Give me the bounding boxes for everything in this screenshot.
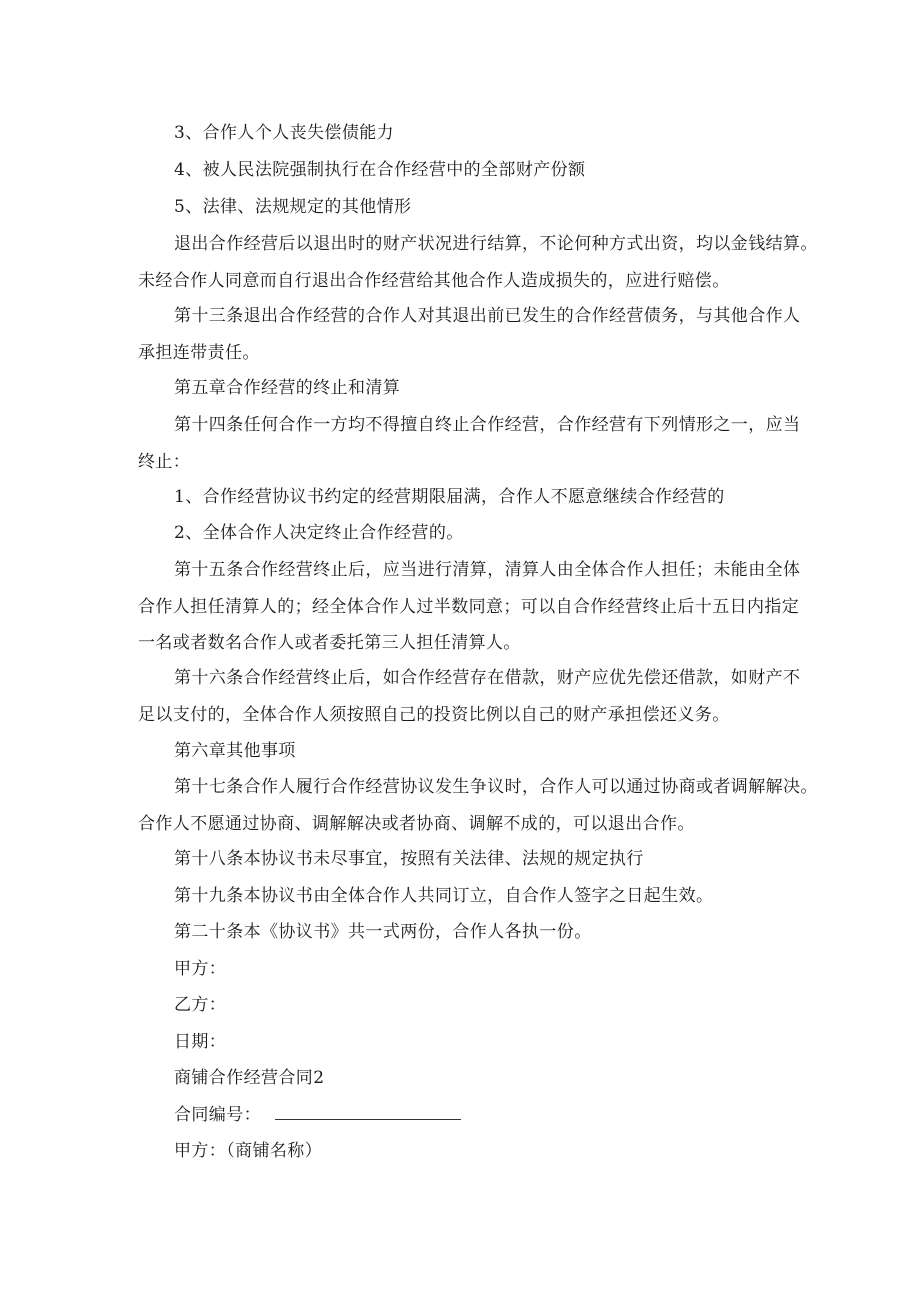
termination-item-1: 1、合作经营协议书约定的经营期限届满，合作人不愿意继续合作经营的 — [174, 487, 725, 507]
clause-item-3: 3、合作人个人丧失偿债能力 — [174, 123, 395, 143]
article-13: 第十三条退出合作经营的合作人对其退出前已发生的合作经营债务，与其他合作人 承担连带责任。 — [138, 306, 801, 363]
article-19: 第十九条本协议书由全体合作人共同订立，自合作人签字之日起生效。 — [174, 886, 714, 906]
contract-number-blank — [275, 1105, 461, 1120]
clause-item-5: 5、法律、法规规定的其他情形 — [174, 197, 412, 217]
article-16: 第十六条合作经营终止后，如合作经营存在借款，财产应优先偿还借款，如财产不 足以支付的，全体合作人须按照自己的投资比例以自己的财产承担偿还义务。 — [138, 668, 801, 725]
article-14: 第十四条任何合作一方均不得擅自终止合作经营，合作经营有下列情形之一，应当 终止： — [138, 415, 801, 472]
contract-number-row — [138, 1097, 826, 1134]
chapter-5-heading: 第五章合作经营的终止和清算 — [174, 378, 401, 398]
paragraph-exit-settlement: 退出合作经营后以退出时的财产状况进行结算，不论何种方式出资，均以金钱结算。 未经合作人同意而自行退出合作经营给其他合作人造成损失的，应进行赔偿。 — [138, 234, 818, 291]
party-b-signature-label: 乙方： — [174, 995, 227, 1015]
contract-number-label: 合同编号： — [174, 1105, 261, 1125]
chapter-6-heading: 第六章其他事项 — [174, 741, 296, 761]
article-17: 第十七条合作人履行合作经营协议发生争议时，合作人可以通过协商或者调解解决。 合作人不愿通过协商、调解解决或者协商、调解不成的，可以退出合作。 — [138, 777, 818, 834]
article-20: 第二十条本《协议书》共一式两份，合作人各执一份。 — [174, 922, 592, 942]
clause-item-4: 4、被人民法院强制执行在合作经营中的全部财产份额 — [174, 160, 586, 180]
party-a-shop-name: 甲方：（商铺名称） — [174, 1141, 323, 1161]
article-15: 第十五条合作经营终止后，应当进行清算，清算人由全体合作人担任；未能由全体 合作人担任清算人的；经全体合作人过半数同意；可以自合作经营终止后十五日内指定 一名或者数名合作人或者委托第三人担任清算人。 — [138, 560, 801, 653]
article-18: 第十八条本协议书未尽事宜，按照有关法律、法规的规定执行 — [174, 849, 644, 869]
party-a-signature-label: 甲方： — [174, 959, 227, 979]
contract-2-title: 商铺合作经营合同2 — [174, 1068, 325, 1088]
date-label: 日期： — [174, 1032, 227, 1052]
termination-item-2: 2、全体合作人决定终止合作经营的。 — [174, 523, 464, 543]
